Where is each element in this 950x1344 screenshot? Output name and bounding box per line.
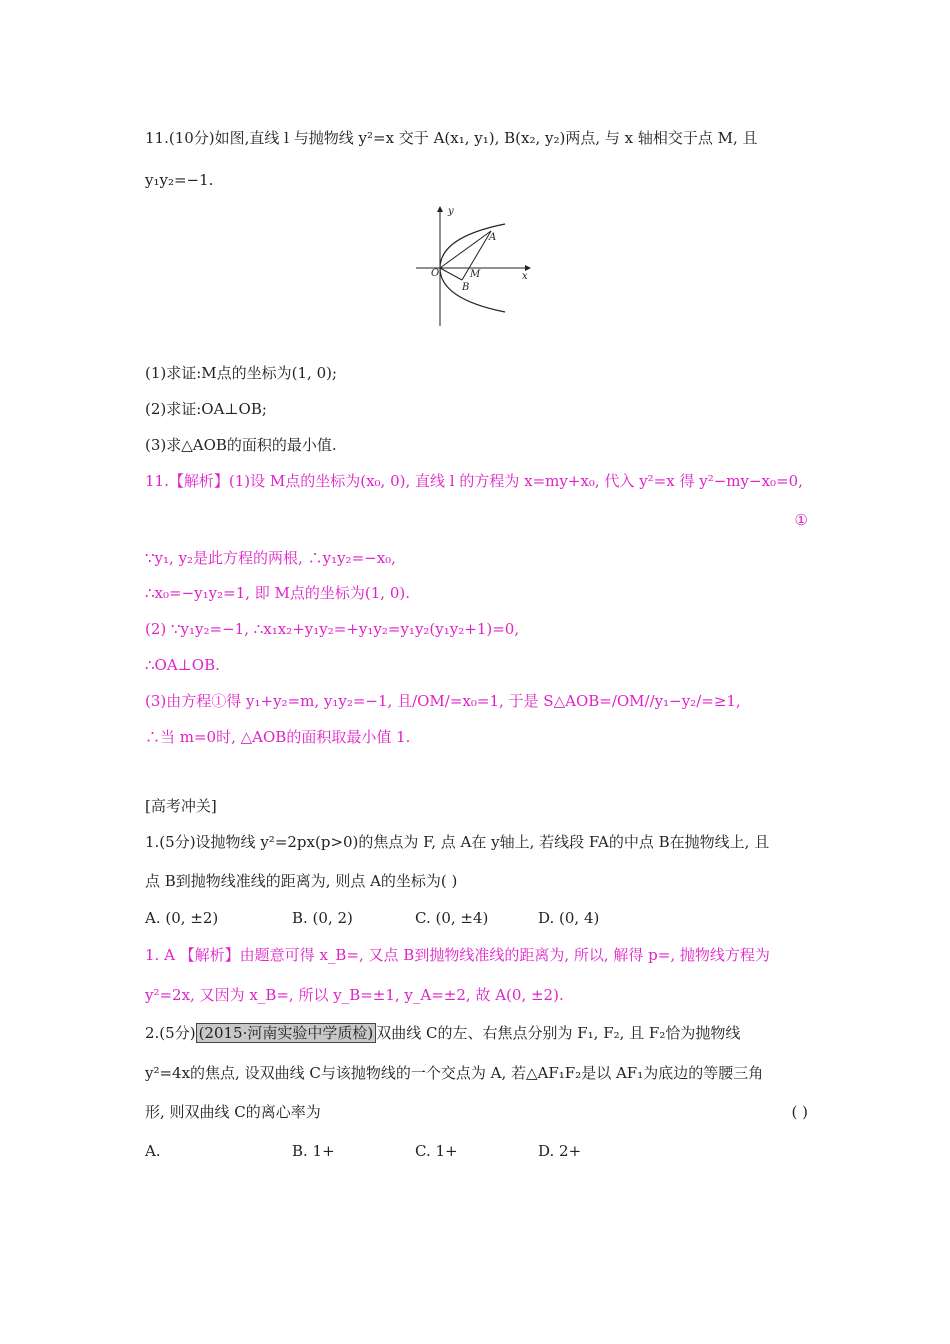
sol11-line4: (2) ∵y₁y₂=−1, ∴x₁x₂+y₁y₂=+y₁y₂=y₁y₂(y₁y₂+1)=0,: [145, 620, 520, 638]
parabola-figure: [414, 204, 538, 330]
g2-number: 2.(5分): [145, 1024, 196, 1042]
g2-option-b: B. 1+: [292, 1142, 335, 1160]
g1-option-d: D. (0, 4): [538, 909, 600, 927]
g2-stem-line3: 形, 则双曲线 C的离心率为: [145, 1103, 321, 1121]
g1-option-b: B. (0, 2): [292, 909, 353, 927]
sol11-line2: ∵y₁, y₂是此方程的两根, ∴y₁y₂=−x₀,: [145, 549, 396, 567]
g1-solution-line1: 1. A 【解析】由题意可得 x_B=, 又点 B到抛物线准线的距离为, 所以, 解得 p=, 抛物线方程为: [145, 946, 770, 964]
g2-source-badge: (2015·河南实验中学质检): [196, 1023, 377, 1043]
g2-stem-line1: [145, 1023, 740, 1043]
sol11-line7: ∴当 m=0时, △AOB的面积取最小值 1.: [145, 728, 411, 746]
segment-ob: [440, 268, 462, 280]
g2-stem-line1-rest: 双曲线 C的左、右焦点分别为 F₁, F₂, 且 F₂恰为抛物线: [376, 1024, 741, 1042]
g2-stem-line2: y²=4x的焦点, 设双曲线 C与该抛物线的一个交点为 A, 若△AF₁F₂是以 AF₁为底边的等腰三角: [145, 1064, 764, 1082]
label-m: M: [470, 269, 481, 280]
label-o: O: [431, 268, 440, 279]
g2-option-a: A.: [145, 1142, 161, 1160]
q11-stem-line2: y₁y₂=−1.: [145, 171, 214, 189]
label-y: y: [448, 206, 454, 217]
g1-solution-line2: y²=2x, 又因为 x_B=, 所以 y_B=±1, y_A=±2, 故 A(0, ±2).: [145, 986, 564, 1004]
label-b: B: [462, 282, 470, 293]
q11-stem-line1: 11.(10分)如图,直线 l 与抛物线 y²=x 交于 A(x₁, y₁), B(x₂, y₂)两点, 与 x 轴相交于点 M, 且: [145, 129, 758, 147]
g1-option-a: A. (0, ±2): [145, 909, 219, 927]
g2-answer-bracket: ( ): [791, 1103, 808, 1121]
q11-part1: (1)求证:M点的坐标为(1, 0);: [145, 364, 338, 382]
q11-part2: (2)求证:OA⊥OB;: [145, 400, 267, 418]
g2-option-d: D. 2+: [538, 1142, 582, 1160]
q11-part3: (3)求△AOB的面积的最小值.: [145, 436, 337, 454]
g1-stem-line1: 1.(5分)设抛物线 y²=2px(p>0)的焦点为 F, 点 A在 y轴上, 若线段 FA的中点 B在抛物线上, 且: [145, 833, 770, 851]
sol11-line5: ∴OA⊥OB.: [145, 656, 220, 674]
sol11-line1: 11.【解析】(1)设 M点的坐标为(x₀, 0), 直线 l 的方程为 x=my+x₀, 代入 y²=x 得 y²−my−x₀=0,: [145, 472, 803, 490]
g1-stem-line2: 点 B到抛物线准线的距离为, 则点 A的坐标为( ): [145, 872, 458, 890]
g2-option-c: C. 1+: [415, 1142, 458, 1160]
label-x: x: [522, 271, 528, 282]
sol11-line3: ∴x₀=−y₁y₂=1, 即 M点的坐标为(1, 0).: [145, 584, 410, 602]
sol11-line6: (3)由方程①得 y₁+y₂=m, y₁y₂=−1, 且/OM/=x₀=1, 于是 S△AOB=/OM//y₁−y₂/=≥1,: [145, 692, 741, 710]
g1-option-c: C. (0, ±4): [415, 909, 489, 927]
section-heading: [高考冲关]: [145, 797, 217, 815]
sol11-marker: ①: [794, 511, 808, 529]
label-a: A: [489, 232, 497, 243]
